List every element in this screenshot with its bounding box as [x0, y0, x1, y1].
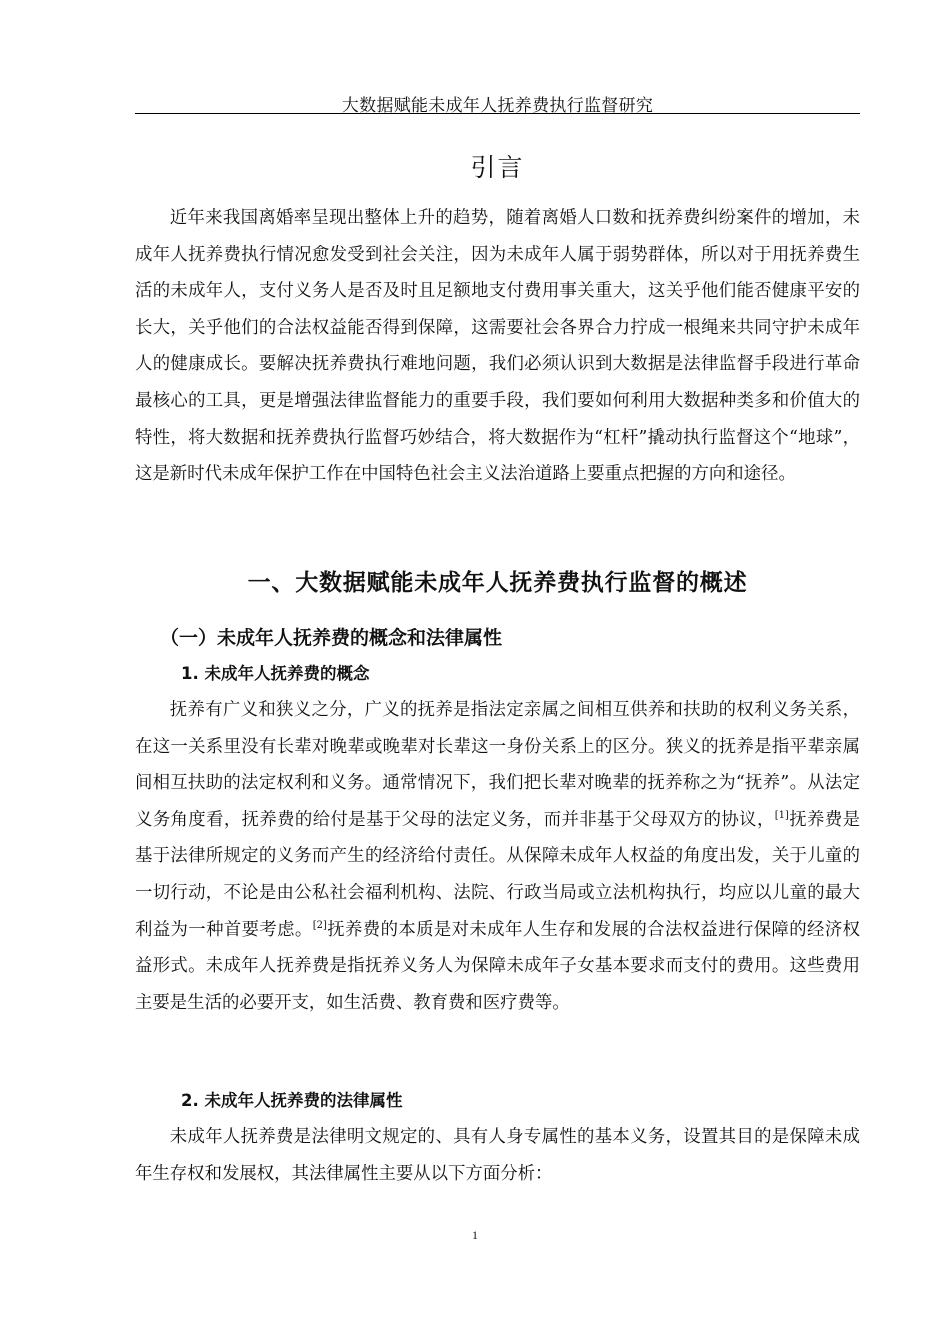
section-heading: 一、大数据赋能未成年人抚养费执行监督的概述: [247, 570, 748, 596]
citation-2: [2]: [312, 919, 327, 931]
header-rule: [135, 113, 860, 114]
running-header: 大数据赋能未成年人抚养费执行监督研究: [341, 96, 654, 116]
legal-attributes-paragraph: 未成年人抚养费是法律明文规定的、具有人身专属性的基本义务，设置其目的是保障未成年生存权和发展权，其法律属性主要从以下方面分析：: [135, 1127, 860, 1184]
item-heading-concept: 1. 未成年人抚养费的概念: [181, 664, 370, 683]
item-heading-legal-attributes: 2. 未成年人抚养费的法律属性: [181, 1091, 403, 1110]
intro-paragraph: 近年来我国离婚率呈现出整体上升的趋势，随着离婚人口数和抚养费纠纷案件的增加，未成年人抚养费执行情况愈发受到社会关注，因为未成年人属于弱势群体，所以对于用抚养费生活的未成年人，支付义务人是否及时且足额地支付费用事关重大，这关乎他们能否健康平安的长大，关乎他们的合法权益能否得到保障，这需要社会各界合力拧成一根绳来共同守护未成年人的健康成长。要解决抚养费执行难地问题，我们必须认识到大数据是法律监督手段进行革命最核心的工具，更是增强法律监督能力的重要手段，我们要如何利用大数据种类多和价值大的特性，将大数据和抚养费执行监督巧妙结合，将大数据作为“杠杆”撬动执行监督这个“地球”，这是新时代未成年保护工作在中国特色社会主义法治道路上要重点把握的方向和途径。: [135, 208, 860, 485]
concept-text-a: 抚养有广义和狭义之分，广义的抚养是指法定亲属之间相互供养和扶助的权利义务关系，在这一关系里没有长辈对晚辈或晚辈对长辈这一身份关系上的区分。狭义的抚养是指平辈亲属间相互扶助的法定权利和义务。通常情况下，我们把长辈对晚辈的抚养称之为“抚养”。从法定义务角度看，抚养费的给付是基于父母的法定义务，而并非基于父母双方的协议，: [135, 700, 860, 830]
concept-text-b: 抚养费是基于法律所规定的义务而产生的经济给付责任。从保障未成年人权益的角度出发，关于儿童的一切行动，不论是由公私社会福利机构、法院、行政当局或立法机构执行，均应以儿童的最大利益为一种首要考虑。: [135, 809, 860, 940]
subsection-heading: （一）未成年人抚养费的概念和法律属性: [160, 627, 503, 649]
concept-paragraph: [135, 692, 860, 1021]
citation-1: [1]: [774, 809, 789, 821]
page-number: 1: [472, 1228, 478, 1242]
intro-title: 引言: [470, 153, 525, 182]
concept-text-c: 抚养费的本质是对未成年人生存和发展的合法权益进行保障的经济权益形式。未成年人抚养费是指抚养义务人为保障未成年子女基本要求而支付的费用。这些费用主要是生活的必要开支，如生活费、教育费和医疗费等。: [135, 919, 860, 1013]
